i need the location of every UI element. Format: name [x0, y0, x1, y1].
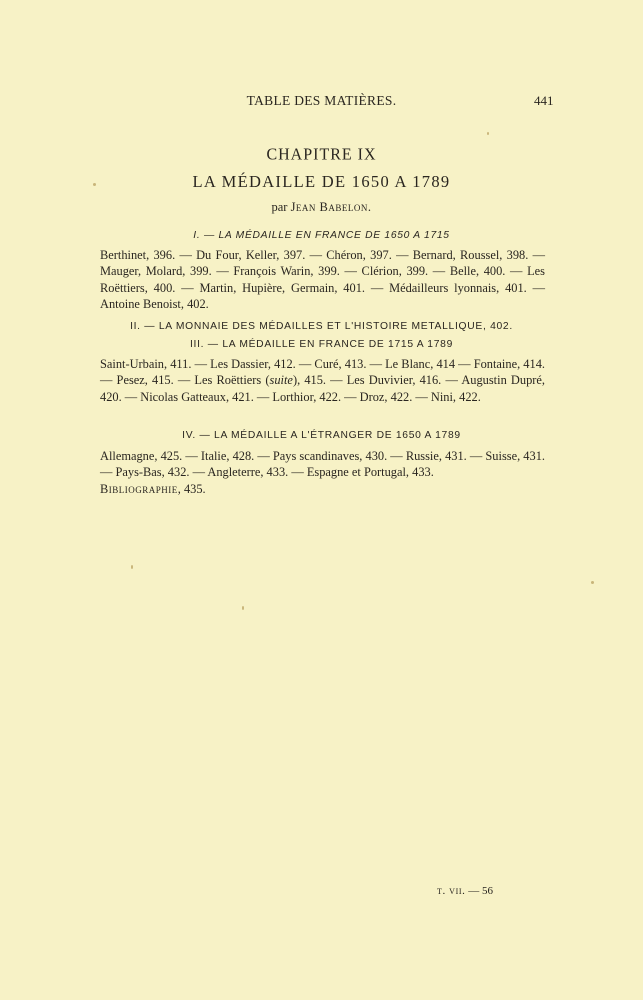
section-text-3-part-b: ), 415. — Les Duvivier, 416. — Augustin Dupré, 420. — Nicolas Gatteaux, 421. — Lorthior, 422. — Droz, 422. — Nini, 422. — [100, 373, 545, 404]
bibliography-page: , 435. — [177, 481, 206, 496]
paper-speck — [242, 606, 244, 610]
byline — [0, 200, 643, 215]
author-name: Jean Babelon. — [290, 200, 372, 214]
chapter-number: CHAPITRE IX — [266, 145, 377, 164]
section-text-3-italic: suite — [269, 373, 293, 388]
paper-speck — [131, 565, 133, 569]
bibliography-label: Bibliographie — [100, 481, 178, 496]
chapter-title: LA MÉDAILLE DE 1650 A 1789 — [192, 172, 451, 191]
signature-sheet: — 56 — [468, 885, 493, 897]
section-heading-1: I. — LA MÉDAILLE EN FRANCE DE 1650 A 1715 — [193, 230, 450, 241]
section-heading-2: II. — LA MONNAIE DES MÉDAILLES ET L'HISTOIRE METALLIQUE, 402. — [130, 321, 513, 332]
section-text-3-part-a: Saint-Urbain, 411. — Les Dassier, 412. — Curé, 413. — Le Blanc, 414 — Fontaine, 414. — Pesez, 415. — Les Roëttiers ( — [100, 357, 545, 388]
section-text-1: Berthinet, 396. — Du Four, Keller, 397. — Chéron, 397. — Bernard, Roussel, 398. — Mauger, Molard, 399. — François Warin, 399. — Clérion, 399. — Belle, 400. — Les Roëttiers, 400. — Martin, Hupière, Germain, 401. — Médailleurs lyonnais, 401. — Antoine Benoist, 402. — [100, 248, 545, 311]
section-text-3 — [100, 356, 545, 405]
paper-speck — [487, 132, 489, 135]
paper-speck — [93, 183, 96, 186]
paper-speck — [591, 581, 594, 584]
section-heading-3: III. — LA MÉDAILLE EN FRANCE DE 1715 A 1789 — [189, 339, 454, 350]
running-title: TABLE DES MATIÈRES. — [246, 93, 397, 108]
page-number: 441 — [534, 93, 554, 108]
signature-mark — [437, 885, 493, 897]
section-text-4 — [100, 448, 545, 497]
byline-prefix: par — [271, 200, 288, 214]
section-text-4-body: Allemagne, 425. — Italie, 428. — Pays scandinaves, 430. — Russie, 431. — Suisse, 431. — Pays-Bas, 432. — Angleterre, 433. — Espagne et Portugal, 433. — [100, 449, 545, 480]
section-heading-4: IV. — LA MÉDAILLE A L'ÉTRANGER DE 1650 A 1789 — [182, 430, 461, 441]
signature-volume: t. vii. — [437, 885, 466, 897]
